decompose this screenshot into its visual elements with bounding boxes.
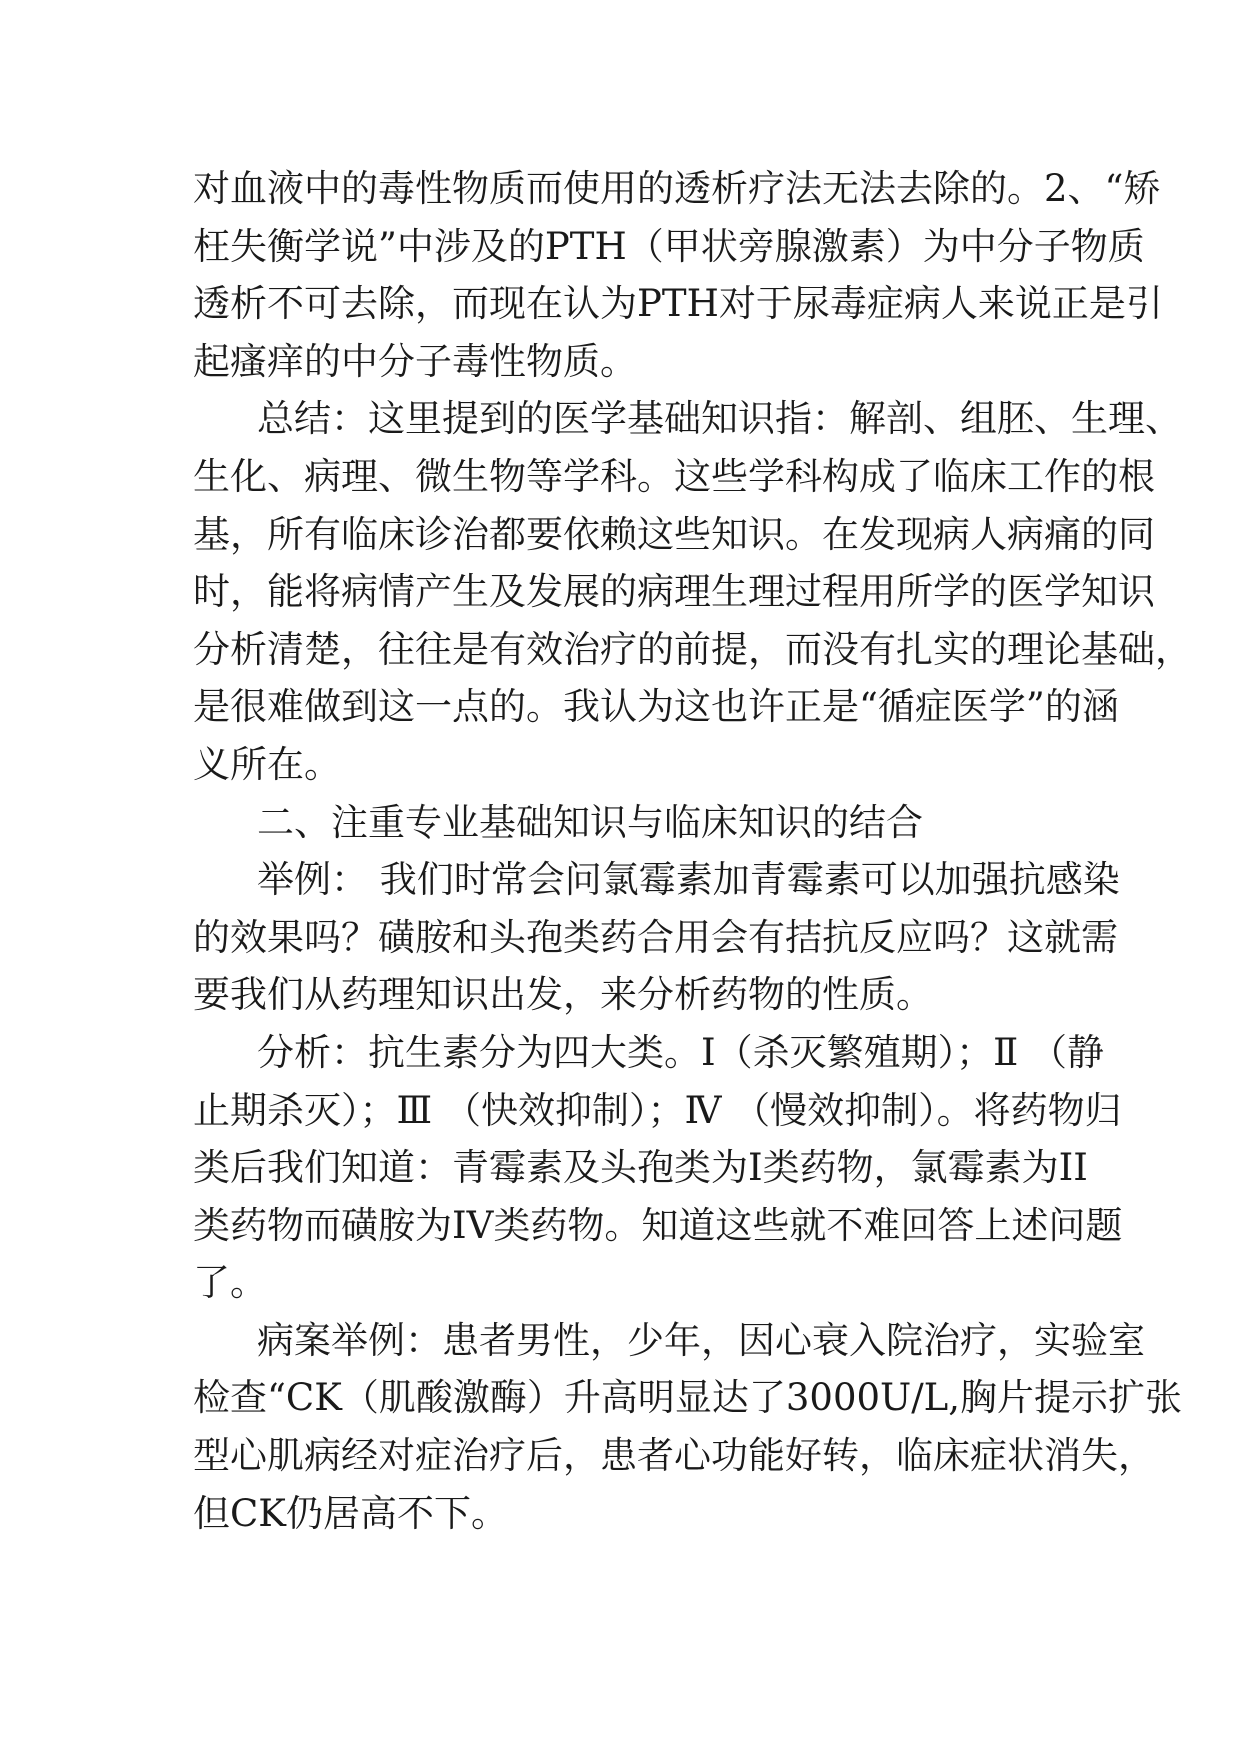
text-line: 义所在。 [193,742,341,786]
text-line: 止期杀灭）；Ⅲ （快效抑制）；Ⅳ （慢效抑制）。将药物归 [193,1088,1122,1132]
text-line: 起瘙痒的中分子毒性物质。 [193,339,637,383]
text-line: 基，所有临床诊治都要依赖这些知识。在发现病人病痛的同 [193,512,1155,556]
text-line: 但CK仍居高不下。 [193,1491,508,1535]
text-line: 检查“CK（肌酸激酶）升高明显达了3000U/L,胸片提示扩张 [193,1376,1183,1420]
text-line: 型心肌病经对症治疗后，患者心功能好转，临床症状消失， [193,1434,1155,1478]
text-line: 分析：抗生素分为四大类。Ⅰ（杀灭繁殖期）；Ⅱ （静 [257,1030,1105,1074]
text-line: 类药物而磺胺为IV类药物。知道这些就不难回答上述问题 [193,1203,1123,1247]
text-line: 类后我们知道：青霉素及头孢类为Ⅰ类药物，氯霉素为II [193,1146,1088,1190]
text-line: 的效果吗？磺胺和头孢类药合用会有拮抗反应吗？这就需 [193,915,1118,959]
text-line: 枉失衡学说”中涉及的PTH（甲状旁腺激素）为中分子物质 [193,224,1145,268]
section-heading: 二、注重专业基础知识与临床知识的结合 [257,800,923,844]
text-line: 生化、病理、微生物等学科。这些学科构成了临床工作的根 [193,454,1155,498]
text-line: 时，能将病情产生及发展的病理生理过程用所学的医学知识 [193,570,1155,614]
body-text [193,160,1192,1542]
text-line: 是很难做到这一点的。我认为这也许正是“循症医学”的涵 [193,685,1119,729]
text-line: 举例： 我们时常会问氯霉素加青霉素可以加强抗感染 [257,858,1120,902]
text-line: 总结：这里提到的医学基础知识指：解剖、组胚、生理、 [257,397,1182,441]
text-line: 病案举例：患者男性，少年，因心衰入院治疗，实验室 [257,1318,1145,1362]
text-line: 透析不可去除，而现在认为PTH对于尿毒症病人来说正是引 [193,282,1163,326]
text-line: 要我们从药理知识出发，来分析药物的性质。 [193,973,933,1017]
text-line: 了。 [193,1261,267,1305]
text-line: 分析清楚，往往是有效治疗的前提，而没有扎实的理论基础， [193,627,1192,671]
text-line: 对血液中的毒性物质而使用的透析疗法无法去除的。2、“矫 [193,167,1161,210]
